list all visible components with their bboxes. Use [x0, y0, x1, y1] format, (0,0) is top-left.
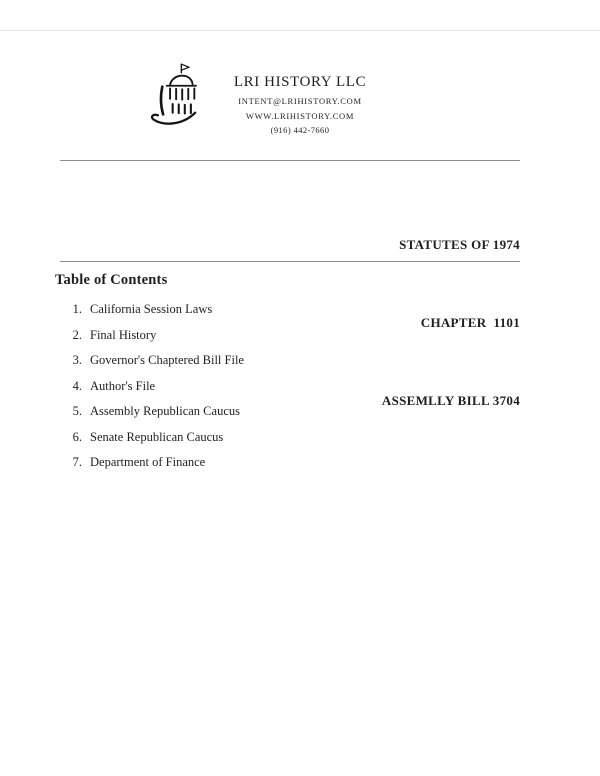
toc-item-label: Author's File	[90, 378, 156, 393]
email-address: INTENT@LRIHISTORY.COM	[238, 96, 362, 106]
toc-item	[68, 303, 244, 316]
page-edge-line	[0, 30, 600, 31]
toc-item-label: Final History	[90, 327, 157, 342]
toc-item-number: 3.	[72, 353, 82, 367]
toc-item	[68, 431, 244, 444]
bill-line: ASSEMLLY BILL 3704	[381, 393, 520, 408]
toc-item	[68, 405, 244, 418]
toc-item-label: Department of Finance	[90, 455, 206, 469]
toc-item	[68, 329, 244, 342]
toc-item	[68, 456, 244, 469]
toc-list	[68, 303, 244, 482]
letterhead	[180, 74, 420, 135]
info-divider	[60, 261, 520, 262]
toc-item-number: 7.	[72, 455, 82, 469]
toc-title: Table of Contents	[55, 272, 168, 288]
company-name: LRI HISTORY LLC	[233, 74, 367, 90]
toc-item-number: 2.	[72, 327, 82, 342]
toc-item-label: Governor's Chaptered Bill File	[90, 353, 244, 367]
toc-item-number: 6.	[72, 429, 82, 444]
header-divider	[60, 160, 520, 161]
document-info	[382, 180, 520, 466]
toc-item-number: 1.	[72, 302, 82, 316]
toc-item-number: 4.	[72, 378, 82, 393]
toc-item	[68, 354, 244, 367]
toc-item-label: California Session Laws	[90, 302, 213, 316]
chapter-line: CHAPTER 1101	[420, 315, 520, 330]
toc-item-number: 5.	[72, 404, 82, 418]
phone-number: (916) 442-7660	[270, 125, 330, 135]
website-url: WWW.LRIHISTORY.COM	[245, 111, 355, 121]
toc-item-label: Senate Republican Caucus	[90, 429, 224, 444]
toc-item	[68, 380, 244, 393]
statutes-line: STATUTES OF 1974	[399, 237, 520, 252]
toc-item-label: Assembly Republican Caucus	[90, 404, 240, 418]
